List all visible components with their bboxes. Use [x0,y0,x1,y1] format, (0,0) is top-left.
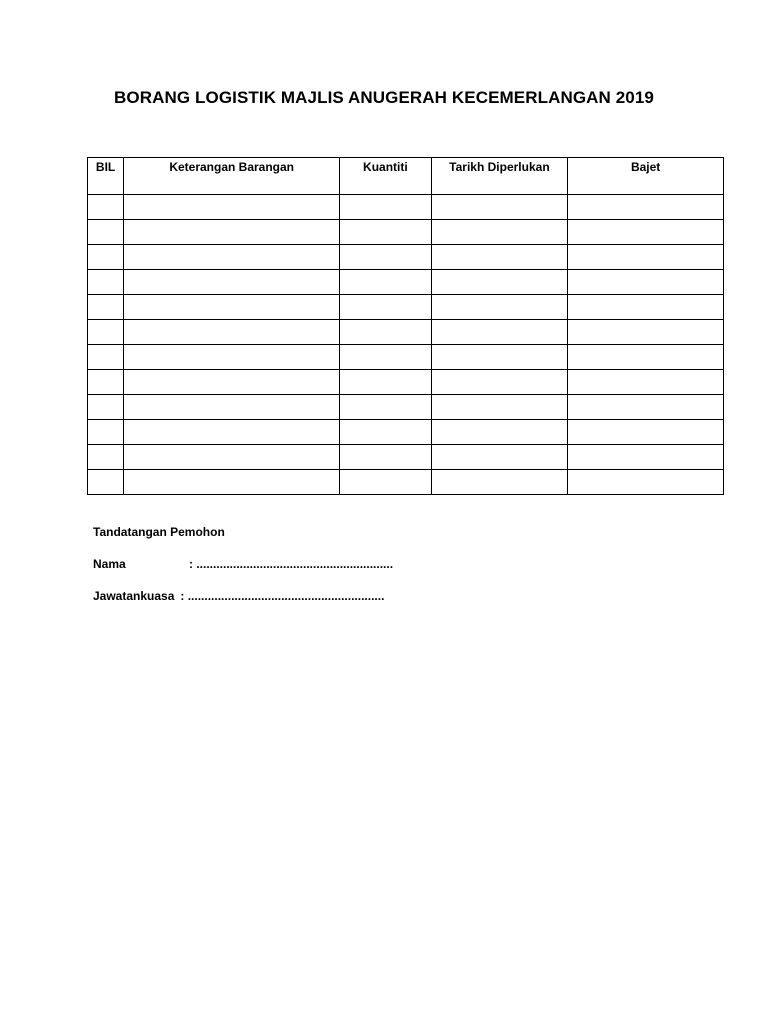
header-budget: Bajet [568,158,724,195]
cell-date-needed[interactable] [431,345,568,370]
table-row [88,445,724,470]
cell-budget[interactable] [568,370,724,395]
cell-item-description[interactable] [124,420,340,445]
cell-item-description[interactable] [124,395,340,420]
cell-date-needed[interactable] [431,470,568,495]
cell-bil[interactable] [88,295,124,320]
cell-budget[interactable] [568,420,724,445]
cell-bil[interactable] [88,345,124,370]
committee-label: Jawatankuasa [93,589,175,603]
cell-bil[interactable] [88,245,124,270]
cell-date-needed[interactable] [431,370,568,395]
header-quantity: Kuantiti [340,158,431,195]
cell-date-needed[interactable] [431,195,568,220]
cell-budget[interactable] [568,445,724,470]
cell-budget[interactable] [568,395,724,420]
table-row [88,320,724,345]
cell-bil[interactable] [88,445,124,470]
cell-budget[interactable] [568,270,724,295]
cell-date-needed[interactable] [431,270,568,295]
cell-item-description[interactable] [124,370,340,395]
cell-budget[interactable] [568,345,724,370]
cell-item-description[interactable] [124,470,340,495]
name-fill-line[interactable]: : ........................................................... [189,557,394,571]
cell-item-description[interactable] [124,345,340,370]
name-label: Nama [93,557,126,571]
cell-quantity[interactable] [340,370,431,395]
cell-item-description[interactable] [124,220,340,245]
table-row [88,395,724,420]
table-row [88,370,724,395]
cell-item-description[interactable] [124,270,340,295]
table-row [88,345,724,370]
table-row [88,245,724,270]
cell-bil[interactable] [88,470,124,495]
cell-budget[interactable] [568,320,724,345]
name-line [93,557,393,571]
cell-item-description[interactable] [124,245,340,270]
cell-bil[interactable] [88,195,124,220]
cell-budget[interactable] [568,245,724,270]
table-header-row [88,158,724,195]
cell-quantity[interactable] [340,295,431,320]
cell-quantity[interactable] [340,245,431,270]
committee-fill-line[interactable]: : ........................................................... [180,589,385,603]
cell-item-description[interactable] [124,195,340,220]
cell-quantity[interactable] [340,345,431,370]
cell-budget[interactable] [568,220,724,245]
cell-quantity[interactable] [340,320,431,345]
cell-date-needed[interactable] [431,245,568,270]
cell-quantity[interactable] [340,220,431,245]
cell-date-needed[interactable] [431,395,568,420]
table-row [88,195,724,220]
table-row [88,420,724,445]
header-item-description: Keterangan Barangan [124,158,340,195]
table-row [88,220,724,245]
cell-date-needed[interactable] [431,220,568,245]
table-row [88,270,724,295]
logistics-table [87,157,724,495]
cell-bil[interactable] [88,320,124,345]
cell-quantity[interactable] [340,445,431,470]
cell-budget[interactable] [568,470,724,495]
cell-bil[interactable] [88,270,124,295]
cell-item-description[interactable] [124,295,340,320]
committee-line [93,589,393,603]
cell-quantity[interactable] [340,395,431,420]
cell-item-description[interactable] [124,320,340,345]
page-title: BORANG LOGISTIK MAJLIS ANUGERAH KECEMERLANGAN 2019 [114,88,654,107]
signature-block [93,525,393,603]
cell-bil[interactable] [88,370,124,395]
header-date-needed: Tarikh Diperlukan [431,158,568,195]
header-bil: BIL [88,158,124,195]
cell-quantity[interactable] [340,470,431,495]
cell-item-description[interactable] [124,445,340,470]
cell-budget[interactable] [568,295,724,320]
cell-date-needed[interactable] [431,295,568,320]
cell-quantity[interactable] [340,270,431,295]
cell-date-needed[interactable] [431,445,568,470]
table-row [88,470,724,495]
signature-heading: Tandatangan Pemohon [93,525,225,539]
table-row [88,295,724,320]
cell-date-needed[interactable] [431,320,568,345]
cell-quantity[interactable] [340,195,431,220]
cell-quantity[interactable] [340,420,431,445]
cell-bil[interactable] [88,220,124,245]
cell-bil[interactable] [88,395,124,420]
cell-budget[interactable] [568,195,724,220]
cell-date-needed[interactable] [431,420,568,445]
cell-bil[interactable] [88,420,124,445]
